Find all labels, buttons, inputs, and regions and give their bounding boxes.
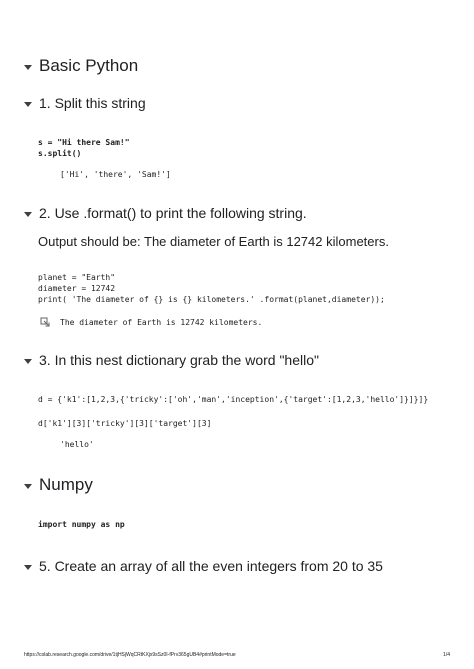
section-title: Numpy: [39, 475, 93, 494]
section-q5[interactable]: [24, 558, 383, 574]
section-title: 1. Split this string: [39, 95, 146, 111]
instruction-text: Output should be: The diameter of Earth is 12742 kilometers.: [38, 234, 389, 249]
caret-down-icon[interactable]: [24, 359, 32, 364]
code-cell-numpy[interactable]: import numpy as np: [38, 520, 125, 529]
caret-down-icon[interactable]: [24, 102, 32, 107]
output-arrow-icon: [40, 317, 50, 327]
section-q3[interactable]: [24, 352, 319, 368]
caret-down-icon[interactable]: [24, 212, 32, 217]
cell-output: 'hello': [60, 440, 94, 449]
code-line: print( 'The diameter of {} is {} kilometers.' .format(planet,diameter));: [38, 295, 385, 304]
code-cell-q1[interactable]: [38, 137, 130, 159]
section-title: 2. Use .format() to print the following string.: [39, 205, 307, 221]
code-line: s = "Hi there Sam!": [38, 138, 130, 147]
caret-down-icon[interactable]: [24, 565, 32, 570]
code-cell-q3-access[interactable]: d['k1'][3]['tricky'][3]['target'][3]: [38, 419, 212, 428]
code-cell-q3-dict[interactable]: d = {'k1':[1,2,3,{'tricky':['oh','man','inception',{'target':[1,2,3,'hello']}]}]}: [38, 395, 429, 404]
cell-output: The diameter of Earth is 12742 kilometers.: [60, 318, 263, 327]
section-basic-python[interactable]: [24, 56, 138, 76]
section-title: 3. In this nest dictionary grab the word "hello": [39, 352, 319, 368]
footer-url: https://colab.research.google.com/drive/1tjHSjWqCRtKXjx9sSz0I-fPrv365gUB4#printMode=true: [24, 652, 236, 658]
cell-output: ['Hi', 'there', 'Sam!']: [60, 170, 171, 179]
code-line: s.split(): [38, 149, 82, 158]
section-q2[interactable]: [24, 205, 307, 221]
caret-down-icon[interactable]: [24, 65, 32, 70]
section-q1[interactable]: [24, 95, 146, 111]
caret-down-icon[interactable]: [24, 484, 32, 489]
code-line: diameter = 12742: [38, 284, 116, 293]
footer-page-number: 1/4: [443, 652, 450, 658]
code-line: planet = "Earth": [38, 273, 116, 282]
code-cell-q2[interactable]: [38, 272, 385, 305]
section-title: Basic Python: [39, 56, 139, 75]
section-title: 5. Create an array of all the even integers from 20 to 35: [39, 558, 383, 574]
section-numpy[interactable]: [24, 475, 93, 495]
